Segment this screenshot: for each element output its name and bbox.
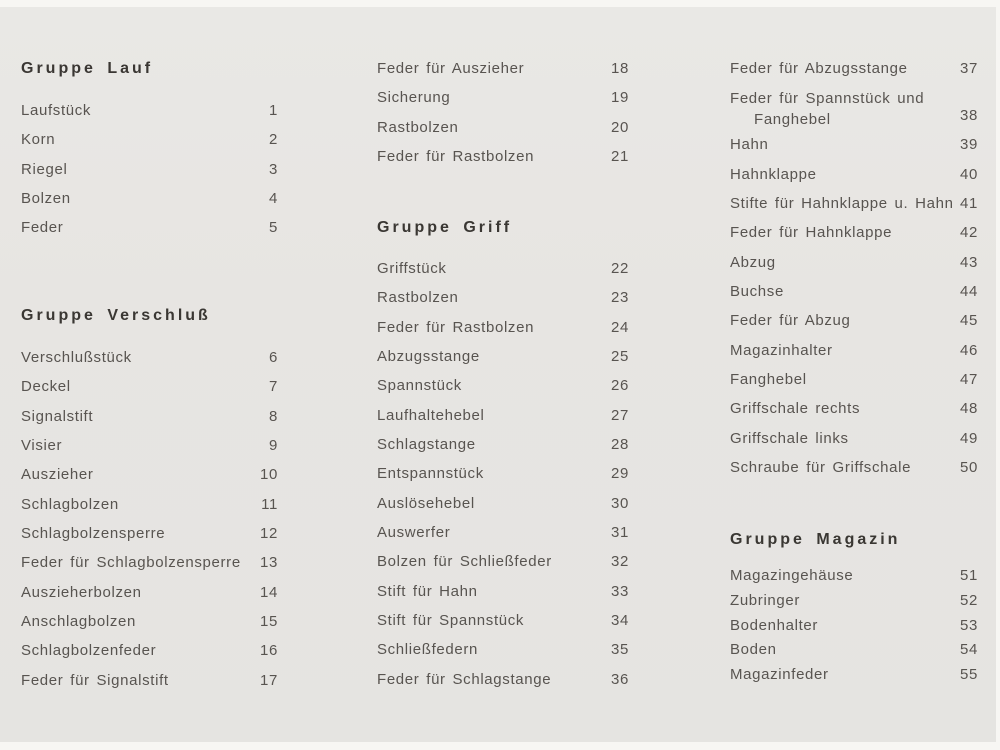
list-item [21, 155, 278, 184]
item-label: Feder für Schlagbolzensperre [21, 554, 241, 572]
item-number: 17 [260, 671, 278, 689]
item-number: 37 [960, 60, 978, 77]
item-number: 45 [960, 312, 978, 330]
item-label: Spannstück [377, 377, 462, 395]
item-number: 6 [269, 349, 278, 366]
item-number: 27 [611, 406, 629, 424]
item-number: 7 [269, 378, 278, 396]
item-number: 50 [960, 459, 978, 477]
list-item [730, 83, 978, 130]
item-number: 36 [611, 670, 629, 688]
item-label: Schlagbolzen [21, 495, 119, 513]
list-item [730, 54, 978, 83]
item-label: Schraube für Griffschale [730, 459, 912, 477]
item-number: 22 [611, 260, 629, 277]
list-item [730, 638, 978, 663]
item-number: 11 [261, 495, 278, 513]
item-number: 4 [269, 190, 278, 208]
list-item [730, 306, 978, 335]
item-number: 3 [269, 160, 278, 178]
list-item [21, 184, 278, 213]
item-label: Bolzen [21, 190, 71, 208]
item-label: Riegel [21, 160, 68, 178]
list-item [377, 83, 629, 112]
item-label: Auswerfer [377, 524, 451, 542]
item-label: Griffstück [377, 260, 447, 277]
item-number: 32 [611, 553, 629, 571]
item-label: Signalstift [21, 407, 94, 425]
item-number: 49 [960, 429, 978, 447]
group-heading-griff: Gruppe Griff [377, 219, 513, 236]
list-item [730, 589, 978, 614]
item-number: 51 [960, 567, 978, 584]
group-heading-magazin: Gruppe Magazin [730, 531, 901, 548]
item-label: Hahn [730, 136, 769, 154]
item-label: Auslösehebel [377, 494, 475, 512]
item-label: Rastbolzen [377, 118, 459, 136]
item-number: 30 [611, 494, 629, 512]
item-label: Stift für Hahn [377, 582, 478, 600]
item-label: Feder für Abzugsstange [730, 60, 908, 77]
list-item [377, 547, 629, 576]
item-number: 1 [269, 102, 278, 119]
list-item [377, 518, 629, 547]
item-number: 53 [960, 616, 978, 634]
list-item [377, 635, 629, 664]
list-item [21, 372, 278, 401]
column-left [21, 0, 278, 750]
item-label: Bodenhalter [730, 616, 819, 634]
item-label: Abzugsstange [377, 348, 480, 366]
item-number: 16 [260, 642, 278, 660]
list-item [730, 130, 978, 159]
item-label: Deckel [21, 378, 71, 396]
list-item [377, 254, 629, 283]
item-number: 46 [960, 341, 978, 359]
item-number: 18 [611, 60, 629, 77]
item-label: Zubringer [730, 591, 801, 609]
item-number: 44 [960, 283, 978, 301]
list-item [730, 248, 978, 277]
item-number: 52 [960, 591, 978, 609]
item-number: 20 [611, 118, 629, 136]
item-label: Schlagbolzensperre [21, 525, 166, 543]
list-item [21, 343, 278, 372]
item-label: Feder [21, 219, 64, 237]
item-number: 48 [960, 400, 978, 418]
item-label: Stifte für Hahnklappe u. Hahn [730, 195, 954, 213]
list-item [21, 519, 278, 548]
list-item [730, 394, 978, 423]
item-number: 5 [269, 219, 278, 237]
item-number: 21 [611, 148, 629, 166]
item-number: 23 [611, 289, 629, 307]
item-label: Griffschale links [730, 429, 849, 447]
item-number: 29 [611, 465, 629, 483]
list-item [21, 460, 278, 489]
item-number: 43 [960, 253, 978, 271]
list-item [730, 424, 978, 453]
item-label: Magazinhalter [730, 341, 833, 359]
item-label: Abzug [730, 253, 776, 271]
item-number: 28 [611, 436, 629, 454]
item-label: Schließfedern [377, 641, 478, 659]
list-item [730, 160, 978, 189]
item-label: Feder für Schlagstange [377, 670, 552, 688]
list-item [21, 490, 278, 519]
item-label: Auszieher [21, 466, 94, 484]
list-item [21, 548, 278, 577]
item-label: Visier [21, 437, 63, 455]
item-list [21, 96, 278, 243]
list-item [730, 189, 978, 218]
list-item [730, 218, 978, 247]
list-item [377, 489, 629, 518]
item-label: Anschlagbolzen [21, 613, 137, 631]
item-number: 19 [611, 89, 629, 107]
list-item [21, 402, 278, 431]
item-list [377, 54, 629, 171]
item-number: 39 [960, 136, 978, 154]
item-label: Bolzen für Schließfeder [377, 553, 552, 571]
item-list [730, 564, 978, 688]
item-label: Schlagbolzenfeder [21, 642, 157, 660]
item-list [730, 54, 978, 482]
item-number: 12 [260, 525, 278, 543]
list-item [21, 213, 278, 242]
list-item [21, 96, 278, 125]
item-label: Laufhaltehebel [377, 406, 485, 424]
item-label: Feder für Rastbolzen [377, 148, 535, 166]
item-label: Feder für Auszieher [377, 60, 525, 77]
item-number: 47 [960, 371, 978, 389]
list-item [730, 564, 978, 589]
list-item [21, 125, 278, 154]
item-number: 9 [269, 437, 278, 455]
item-number: 33 [611, 582, 629, 600]
item-label: Feder für Hahnklappe [730, 224, 893, 242]
item-label: Feder für Rastbolzen [377, 318, 535, 336]
item-label: Rastbolzen [377, 289, 459, 307]
column-right [730, 0, 978, 750]
list-item [377, 430, 629, 459]
list-item [377, 342, 629, 371]
item-number: 41 [960, 195, 978, 213]
item-number: 10 [260, 466, 278, 484]
item-label: Auszieherbolzen [21, 583, 142, 601]
list-item [21, 578, 278, 607]
list-item [21, 431, 278, 460]
list-item [21, 636, 278, 665]
list-item [377, 313, 629, 342]
list-item [730, 614, 978, 639]
item-number: 24 [611, 318, 629, 336]
item-number: 54 [960, 641, 978, 659]
item-label: Hahnklappe [730, 165, 817, 183]
list-item [377, 54, 629, 83]
item-label: Feder für Spannstück und Fanghebel [730, 90, 925, 129]
item-label: Fanghebel [730, 371, 807, 389]
item-number: 34 [611, 612, 629, 630]
item-label: Korn [21, 131, 56, 149]
item-number: 31 [611, 524, 629, 542]
list-item [21, 666, 278, 695]
list-item [730, 336, 978, 365]
item-number: 42 [960, 224, 978, 242]
item-label: Feder für Abzug [730, 312, 851, 330]
item-label-line2: Fanghebel [754, 111, 831, 129]
item-label: Buchse [730, 283, 784, 301]
item-list [377, 254, 629, 694]
item-number: 2 [269, 131, 278, 149]
item-label: Laufstück [21, 102, 92, 119]
item-number: 40 [960, 165, 978, 183]
item-label: Boden [730, 641, 777, 659]
list-item [377, 371, 629, 400]
group-heading-lauf: Gruppe Lauf [21, 60, 154, 77]
item-list [21, 343, 278, 695]
list-item [730, 365, 978, 394]
item-label: Magazingehäuse [730, 567, 854, 584]
item-number: 13 [260, 554, 278, 572]
list-item [730, 453, 978, 482]
item-number: 55 [960, 666, 978, 684]
list-item [21, 607, 278, 636]
item-label: Entspannstück [377, 465, 484, 483]
list-item [377, 459, 629, 488]
item-number: 25 [611, 348, 629, 366]
item-number: 15 [260, 613, 278, 631]
list-item [377, 606, 629, 635]
item-number: 35 [611, 641, 629, 659]
list-item [377, 283, 629, 312]
list-item [730, 663, 978, 688]
list-item [377, 401, 629, 430]
list-item [377, 142, 629, 171]
item-number: 8 [269, 407, 278, 425]
item-label: Stift für Spannstück [377, 612, 525, 630]
item-label: Magazinfeder [730, 666, 829, 684]
list-item [377, 113, 629, 142]
item-label: Verschlußstück [21, 349, 132, 366]
group-heading-verschluss: Gruppe Verschluß [21, 307, 211, 324]
item-label: Schlagstange [377, 436, 476, 454]
column-middle [377, 0, 629, 750]
item-label: Feder für Signalstift [21, 671, 169, 689]
item-label: Griffschale rechts [730, 400, 861, 418]
list-item [730, 277, 978, 306]
list-item [377, 665, 629, 694]
item-label: Sicherung [377, 89, 451, 107]
list-item [377, 577, 629, 606]
item-number: 38 [960, 107, 978, 124]
item-number: 26 [611, 377, 629, 395]
item-number: 14 [260, 583, 278, 601]
